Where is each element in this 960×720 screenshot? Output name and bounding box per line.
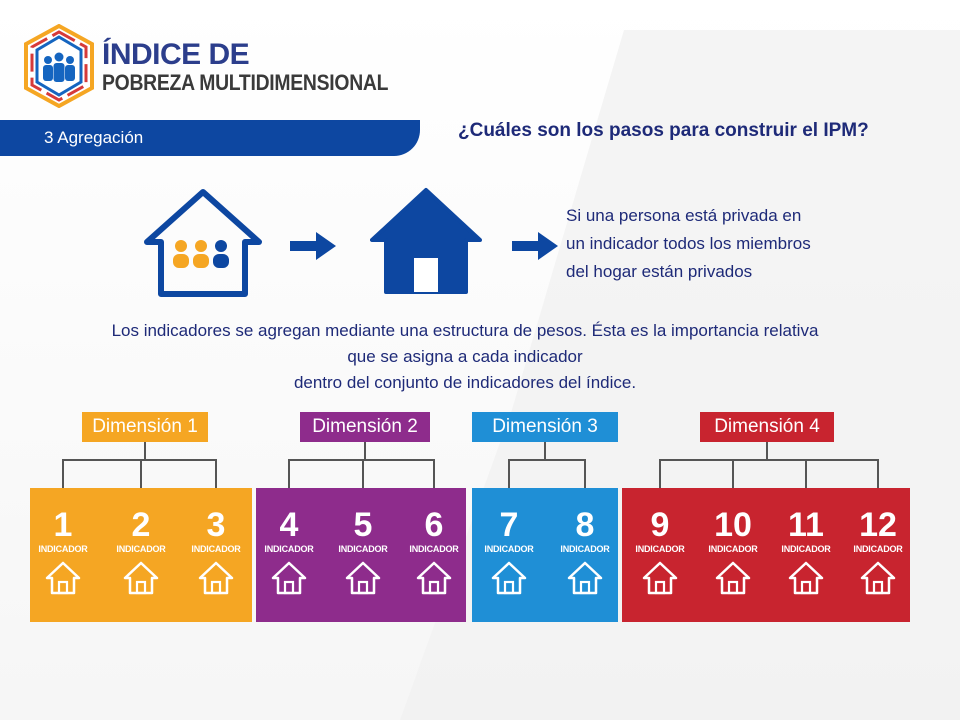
house-outline-icon — [566, 560, 604, 596]
side-text-line: del hogar están privados — [566, 262, 753, 281]
indicator-number: 6 — [424, 506, 444, 544]
side-explanation — [566, 202, 946, 286]
paragraph-line: Los indicadores se agregan mediante una estructura de pesos. Ésta es la importancia relativa — [111, 321, 819, 340]
connector-line — [766, 442, 768, 460]
indicator-item — [28, 488, 98, 622]
paragraph-line: que se asigna a cada indicador — [347, 347, 583, 366]
dimension-label: Dimensión 2 — [300, 412, 430, 442]
side-text-line: un indicador todos los miembros — [566, 234, 811, 253]
indicator-label: INDICADOR — [560, 544, 610, 554]
indicator-label: INDICADOR — [338, 544, 388, 554]
house-solid-icon — [370, 186, 482, 298]
logo-title-line1: ÍNDICE DE — [102, 38, 250, 71]
house-outline-icon — [787, 560, 825, 596]
connector-line — [288, 459, 290, 489]
indicator-label: INDICADOR — [853, 544, 903, 554]
dimension-label: Dimensión 1 — [82, 412, 208, 442]
paragraph-line: dentro del conjunto de indicadores del índice. — [293, 373, 637, 392]
indicator-label: INDICADOR — [484, 544, 534, 554]
connector-line — [805, 459, 807, 489]
connector-line — [433, 459, 435, 489]
house-outline-icon — [44, 560, 82, 596]
house-outline-icon — [490, 560, 528, 596]
connector-line — [362, 459, 364, 489]
connector-line — [544, 442, 546, 460]
dimension-block — [472, 488, 618, 622]
connector-line — [584, 459, 586, 489]
indicator-label: INDICADOR — [191, 544, 241, 554]
logo-icon — [24, 24, 94, 108]
indicator-item — [474, 488, 544, 622]
indicator-number: 1 — [53, 506, 73, 544]
connector-line — [732, 459, 734, 489]
indicator-label: INDICADOR — [708, 544, 758, 554]
indicator-number: 10 — [714, 506, 752, 544]
house-outline-icon — [415, 560, 453, 596]
arrow-right-icon — [290, 232, 336, 260]
house-outline-icon — [859, 560, 897, 596]
house-outline-icon — [197, 560, 235, 596]
indicator-item — [550, 488, 620, 622]
indicator-item — [399, 488, 469, 622]
indicator-item — [106, 488, 176, 622]
indicator-label: INDICADOR — [409, 544, 459, 554]
house-outline-icon — [714, 560, 752, 596]
connector-line — [508, 459, 510, 489]
logo-title-line2: POBREZA MULTIDIMENSIONAL — [102, 70, 389, 95]
connector-line — [877, 459, 879, 489]
house-outline-icon — [344, 560, 382, 596]
indicator-item — [625, 488, 695, 622]
indicator-number: 12 — [859, 506, 897, 544]
indicator-item — [771, 488, 841, 622]
house-outline-icon — [122, 560, 160, 596]
dimension-block — [622, 488, 910, 622]
indicator-number: 9 — [650, 506, 670, 544]
indicator-label: INDICADOR — [38, 544, 88, 554]
indicator-item — [181, 488, 251, 622]
connector-line — [508, 459, 586, 461]
connector-line — [659, 459, 661, 489]
indicator-number: 8 — [575, 506, 595, 544]
indicator-label: INDICADOR — [781, 544, 831, 554]
indicator-label: INDICADOR — [635, 544, 685, 554]
weights-paragraph — [0, 318, 930, 396]
connector-line — [140, 459, 142, 489]
indicator-number: 5 — [353, 506, 373, 544]
section-tab-label: 3 Agregación — [44, 128, 144, 147]
house-outline-icon — [641, 560, 679, 596]
house-outline-family-icon — [143, 186, 263, 300]
connector-line — [659, 459, 879, 461]
connector-line — [62, 459, 64, 489]
indicator-item — [843, 488, 913, 622]
indicator-item — [254, 488, 324, 622]
side-text-line: Si una persona está privada en — [566, 206, 802, 225]
connector-line — [215, 459, 217, 489]
indicator-number: 11 — [788, 506, 824, 544]
indicator-number: 3 — [206, 506, 226, 544]
indicator-number: 4 — [279, 506, 299, 544]
arrow-right-icon — [512, 232, 558, 260]
dimension-block — [30, 488, 252, 622]
slide-question: ¿Cuáles son los pasos para construir el IPM? — [458, 120, 869, 141]
indicator-label: INDICADOR — [264, 544, 314, 554]
connector-line — [364, 442, 366, 460]
indicator-label: INDICADOR — [116, 544, 166, 554]
connector-line — [144, 442, 146, 460]
indicator-number: 7 — [499, 506, 519, 544]
dimension-block — [256, 488, 466, 622]
indicator-number: 2 — [131, 506, 151, 544]
indicator-item — [328, 488, 398, 622]
indicator-item — [698, 488, 768, 622]
house-outline-icon — [270, 560, 308, 596]
dimension-label: Dimensión 4 — [700, 412, 834, 442]
dimension-label: Dimensión 3 — [472, 412, 618, 442]
